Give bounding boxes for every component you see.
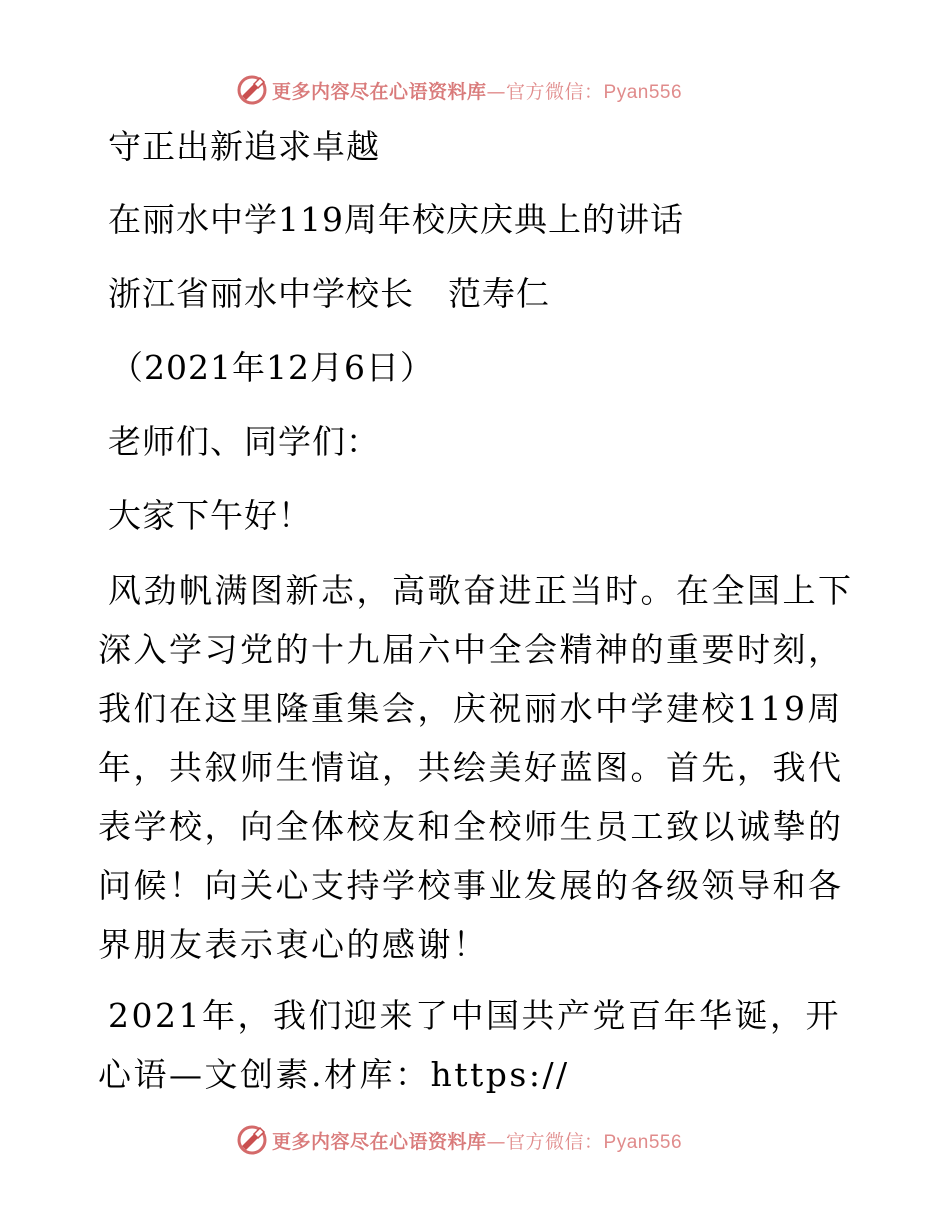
document-paragraph-1 [98, 561, 858, 974]
watermark-separator: — [486, 80, 507, 103]
watermark-footer [236, 1122, 682, 1158]
document-greeting: 大家下午好！ [108, 496, 312, 535]
document-date: （2021年12月6日） [110, 348, 434, 387]
document-author: 浙江省丽水中学校长 范寿仁 [108, 274, 550, 313]
watermark-wechat-id: Pyan556 [603, 81, 683, 103]
watermark-text [272, 77, 682, 104]
document-subtitle: 在丽水中学119周年校庆庆典上的讲话 [108, 200, 684, 239]
pen-logo-icon [236, 1124, 268, 1156]
watermark-official: 官方微信： [506, 1130, 604, 1153]
watermark-main: 更多内容尽在心语资料库 [272, 80, 487, 103]
watermark-main: 更多内容尽在心语资料库 [272, 1130, 487, 1153]
pen-logo-icon [236, 74, 268, 106]
watermark-header [236, 72, 682, 108]
document-title: 守正出新追求卓越 [108, 127, 380, 166]
watermark-wechat-id: Pyan556 [603, 1131, 683, 1153]
watermark-separator: — [486, 1130, 507, 1153]
document-paragraph-2 [98, 986, 858, 1104]
watermark-official: 官方微信： [506, 80, 604, 103]
paragraph-2-text: 2021年，我们迎来了中国共产党百年华诞，开心语—文创素.材库：https:// [98, 996, 841, 1094]
document-salutation: 老师们、同学们： [108, 422, 380, 461]
watermark-text [272, 1127, 682, 1154]
paragraph-1-text: 风劲帆满图新志，高歌奋进正当时。在全国上下深入学习党的十九届六中全会精神的重要时刻，我们在这里隆重集会，庆祝丽水中学建校119周年，共叙师生情谊，共绘美好蓝图。首先，我代表学校，向全体校友和全校师生员工致以诚挚的问候！向关心支持学校事业发展的各级领导和各界朋友表示衷心的感谢！ [98, 571, 854, 964]
